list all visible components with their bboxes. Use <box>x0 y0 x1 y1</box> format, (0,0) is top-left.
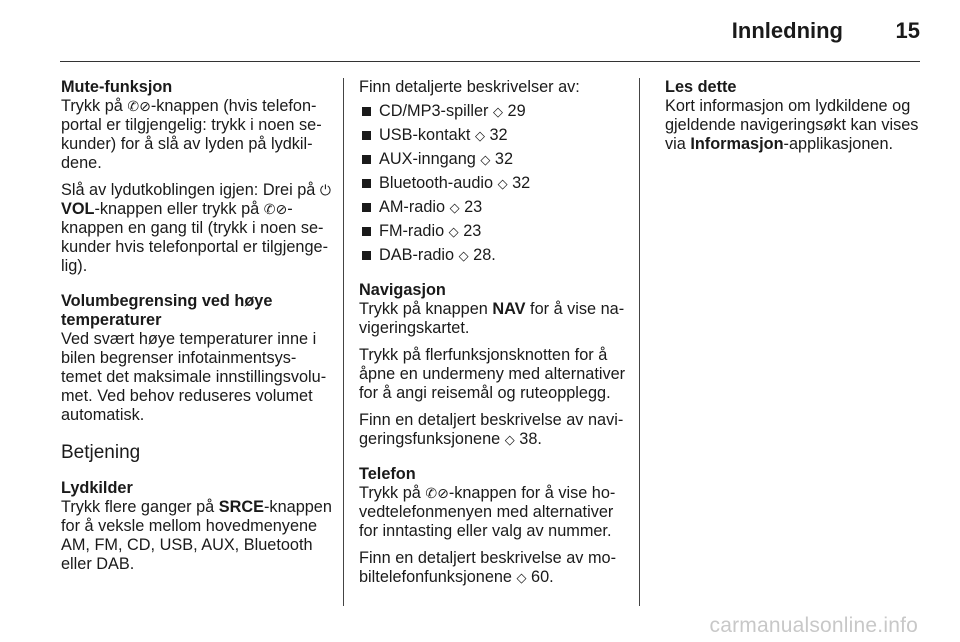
column-divider-2 <box>639 78 640 606</box>
text: Trykk på <box>61 97 128 115</box>
list-item <box>359 198 631 217</box>
mute-heading: Mute-funksjon <box>61 78 173 96</box>
text: Trykk flere ganger på <box>61 498 219 516</box>
navigation-heading: Navigasjon <box>359 281 446 299</box>
bullet-icon <box>362 203 371 212</box>
phone-mute-icon: ✆⊘ <box>263 201 288 217</box>
page-ref-icon: ◇ <box>480 152 491 167</box>
bullet-icon <box>362 155 371 164</box>
list-item-page[interactable]: 23 <box>463 222 482 240</box>
text: Slå av lydutkoblingen igjen: Drei på <box>61 181 320 199</box>
list-item-page[interactable]: 29 <box>507 102 526 120</box>
list-item-label: AUX-inngang <box>379 150 476 168</box>
navigation-paragraph-2: Trykk på flerfunksjonsknotten for å åpne en undermeny med alternativer for å angi reisemål og ruteopplegg. <box>359 346 626 402</box>
lydkilder-heading: Lydkilder <box>61 479 133 497</box>
phone-mute-icon: ✆⊘ <box>425 485 449 501</box>
text: -knappen for å vise ho-vedtelefonmenyen med alternativer for inntasting eller valg av nummer. <box>359 484 616 540</box>
bullet-icon <box>362 227 371 236</box>
phone-mute-icon: ✆⊘ <box>127 98 151 114</box>
nav-label: NAV <box>492 300 526 318</box>
page-reference[interactable]: 60. <box>531 568 554 586</box>
info-label: Informasjon <box>690 135 784 153</box>
text: -knappen eller trykk på <box>94 200 264 218</box>
text: Finn en detaljert beskrivelse av navi-geringsfunksjonene <box>359 411 624 448</box>
text: -knappen for å veksle mellom hovedmenyene AM, FM, CD, USB, AUX, Bluetooth eller DAB. <box>61 498 332 573</box>
list-item-label: Bluetooth-audio <box>379 174 494 192</box>
phone-heading: Telefon <box>359 465 416 483</box>
list-item-page[interactable]: 23 <box>464 198 483 216</box>
bullet-icon <box>362 107 371 116</box>
page-ref-icon: ◇ <box>497 176 508 191</box>
vol-label: VOL <box>61 200 95 218</box>
text: Kort informasjon om lydkildene og gjeldende navigeringsøkt kan vises via <box>665 97 919 153</box>
page-ref-icon: ◇ <box>448 224 459 239</box>
list-item-label: FM-radio <box>379 222 445 240</box>
list-item-page[interactable]: 32 <box>494 150 514 168</box>
text: -knappen en gang til (trykk i noen se-kunder hvis telefonportal er tilgjenge-lig). <box>61 200 328 275</box>
list-item <box>359 150 631 169</box>
bullet-icon <box>362 179 371 188</box>
phone-paragraph-1 <box>359 484 631 541</box>
page-ref-icon: ◇ <box>474 128 485 143</box>
list-item <box>359 126 631 145</box>
list-item <box>359 102 631 121</box>
page-reference[interactable]: 38. <box>519 430 542 448</box>
note-heading: Les dette <box>665 78 737 96</box>
page-header <box>0 0 960 62</box>
text: Finn en detaljert beskrivelse av mo-biltelefonfunksjonene <box>359 549 616 586</box>
page-number: 15 <box>895 18 920 43</box>
column-left <box>61 78 333 582</box>
phone-paragraph-2 <box>359 549 631 587</box>
list-item <box>359 174 631 193</box>
column-middle <box>359 78 631 595</box>
page-title: Innledning <box>731 18 843 43</box>
list-item-page[interactable]: 32 <box>489 126 508 144</box>
page-ref-icon: ◇ <box>449 200 460 215</box>
header-divider <box>60 61 920 62</box>
list-item-label: DAB-radio <box>379 246 455 264</box>
list-item <box>359 222 631 241</box>
mute-paragraph-1 <box>61 97 333 173</box>
text: for å vise na-vigeringskartet. <box>359 300 625 337</box>
source-list <box>359 102 631 265</box>
text: -knappen (hvis telefon-portal er tilgjengelig: trykk i noen se-kunder) for å slå av lyden på lydkil-dene. <box>61 97 322 172</box>
bullet-icon <box>362 131 371 140</box>
watermark: carmanualsonline.info <box>709 614 918 637</box>
volume-limit-heading: Volumbegrensing ved høye temperaturer <box>61 292 273 329</box>
page-ref-icon: ◇ <box>458 248 469 263</box>
list-item-label: CD/MP3-spiller <box>379 102 489 120</box>
note-paragraph <box>665 97 930 154</box>
navigation-paragraph-3 <box>359 411 631 449</box>
lydkilder-paragraph <box>61 498 333 574</box>
page-ref-icon: ◇ <box>516 570 527 585</box>
list-item-page[interactable]: 32 <box>512 174 531 192</box>
srce-label: SRCE <box>218 498 265 516</box>
power-icon: ⏻ <box>319 182 331 198</box>
column-divider-1 <box>343 78 344 606</box>
column-right <box>665 78 930 162</box>
volume-limit-paragraph: Ved svært høye temperaturer inne i bilen begrenser infotainmentsys-temet det maksimale innstillingsvolu-met. Ved behov reduseres volumet automatisk. <box>61 330 327 424</box>
page-ref-icon: ◇ <box>504 432 515 447</box>
text: Trykk på <box>359 484 426 502</box>
mute-paragraph-2 <box>61 181 333 276</box>
page-ref-icon: ◇ <box>493 104 503 119</box>
navigation-paragraph-1 <box>359 300 631 338</box>
list-item <box>359 246 631 265</box>
text: Trykk på knappen <box>359 300 493 318</box>
details-intro: Finn detaljerte beskrivelser av: <box>359 78 580 96</box>
text: -applikasjonen. <box>783 135 894 153</box>
section-heading-betjening: Betjening <box>61 442 141 463</box>
list-item-page[interactable]: 28. <box>473 246 496 264</box>
list-item-label: AM-radio <box>379 198 446 216</box>
bullet-icon <box>362 251 371 260</box>
list-item-label: USB-kontakt <box>379 126 471 144</box>
